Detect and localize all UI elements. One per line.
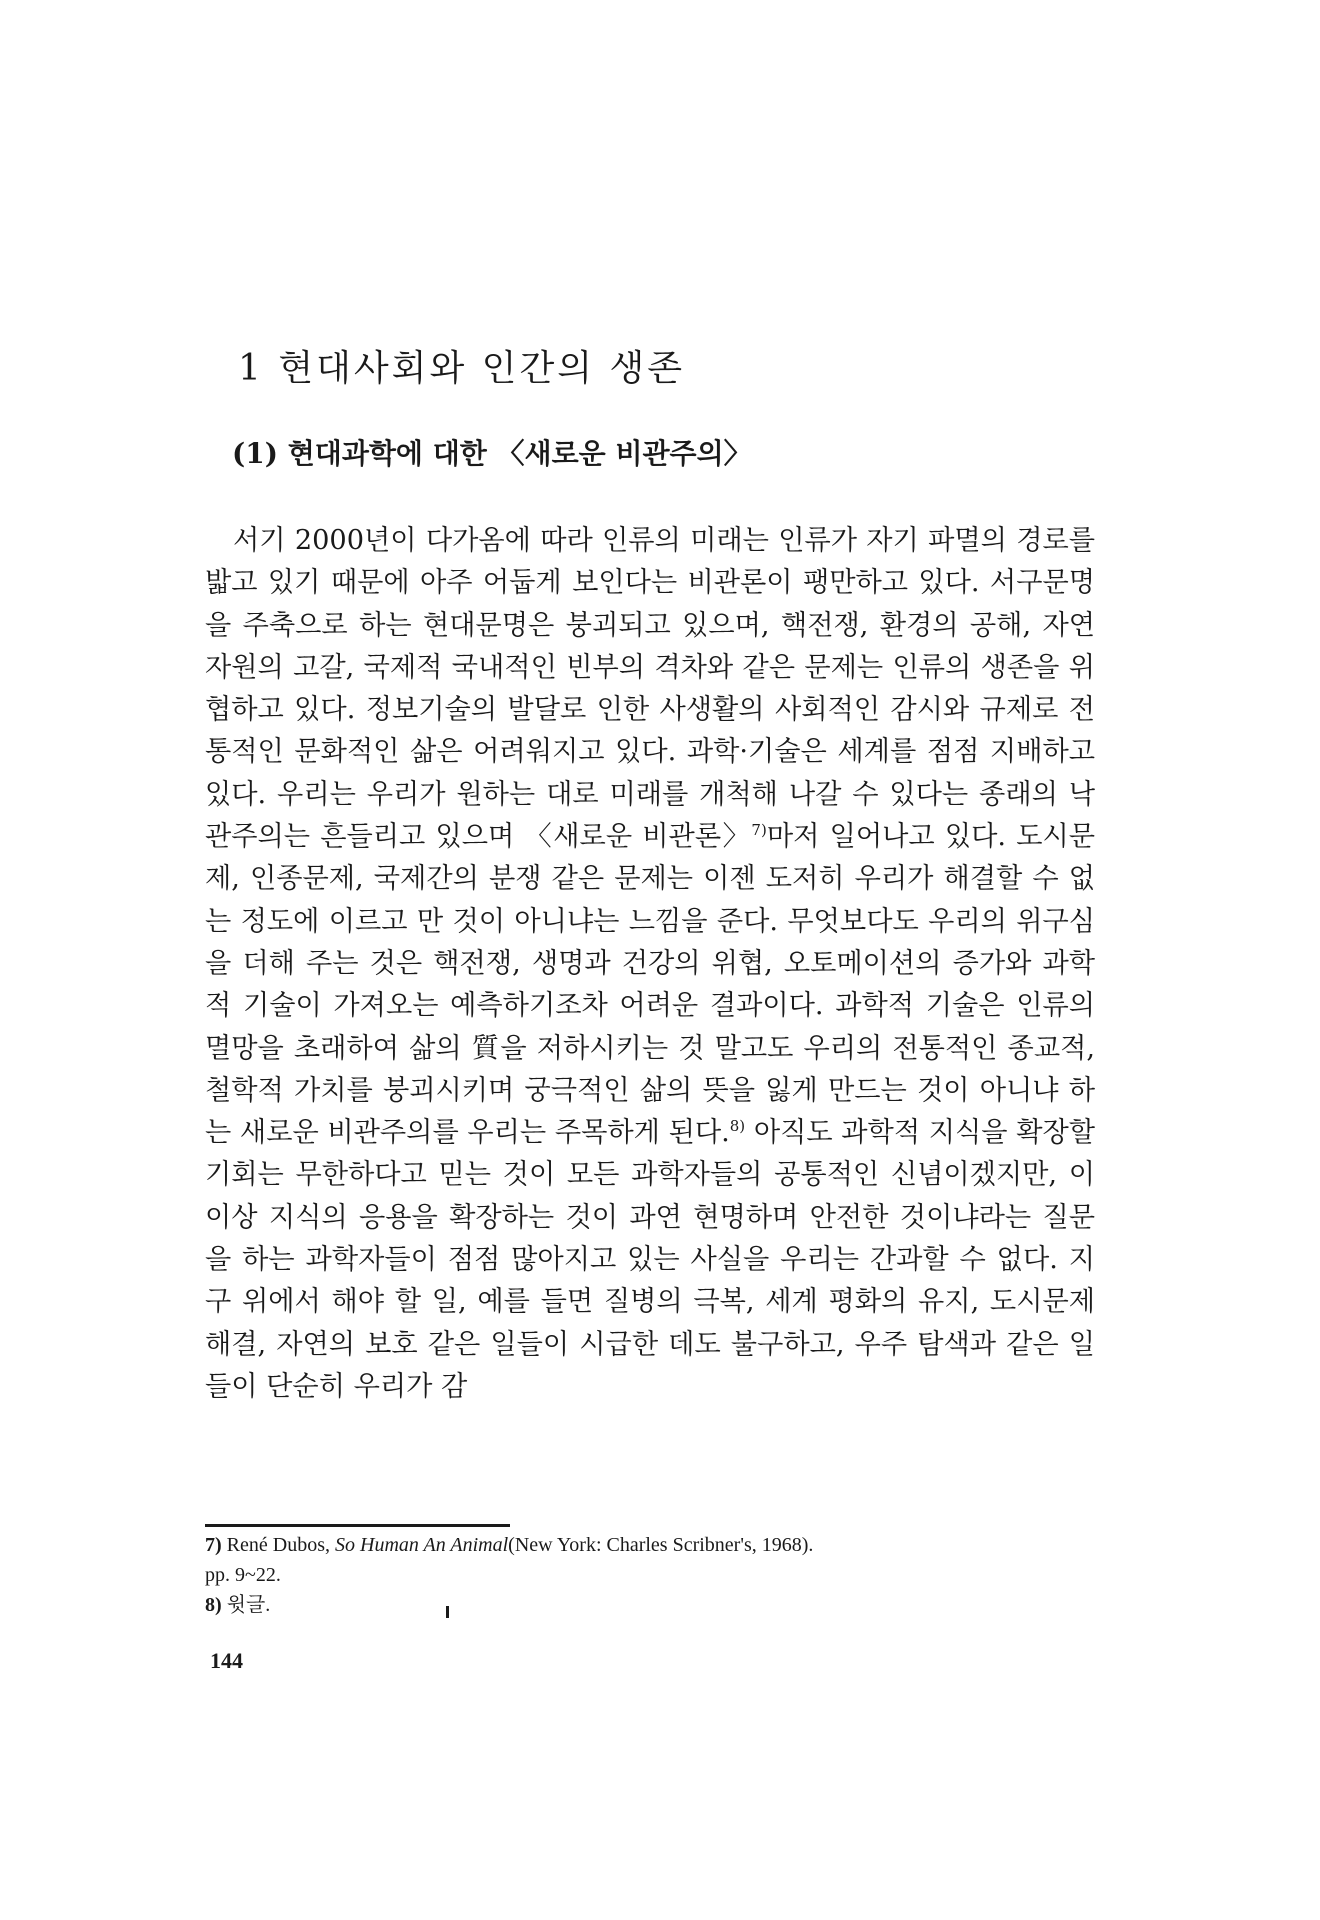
footnote-7-title: So Human An Animal xyxy=(335,1534,509,1556)
footnote-8-text: 윗글. xyxy=(226,1594,271,1616)
body-text-part-2: 마저 일어나고 있다. 도시문제, 인종문제, 국제간의 분쟁 같은 문제는 이젠 도저히 우리가 해결할 수 없는 정도에 이르고 만 것이 아니냐는 느낌을 준다. 무엇보다도 우리의 위구심을 더해 주는 것은 핵전쟁, 생명과 건강의 위협, 오토메이션의 증가와 과학적 기술이 가져오는 예측하기조차 어려운 결과이다. 과학적 기술은 인류의 멸망을 초래하여 삶의 質을 저하시키는 것 말고도 우리의 전통적인 종교적, 철학적 가치를 붕괴시키며 궁극적인 삶의 뜻을 잃게 만드는 것이 아니냐 하는 새로운 비관주의를 우리는 주목하게 된다. xyxy=(205,821,1096,1149)
footnote-divider xyxy=(205,1524,510,1527)
footnote-7-pages: pp. 9~22. xyxy=(205,1564,281,1586)
footnote-8-number: 8) xyxy=(205,1594,222,1616)
footnotes xyxy=(205,1530,1105,1620)
footnote-8 xyxy=(205,1590,1105,1620)
footnote-7 xyxy=(205,1530,1105,1590)
footnote-7-author: René Dubos, xyxy=(226,1534,330,1556)
stray-mark xyxy=(446,1606,449,1618)
body-text-part-3: 아직도 과학적 지식을 확장할 기회는 무한하다고 믿는 것이 모든 과학자들의 공통적인 신념이겠지만, 이 이상 지식의 응용을 확장하는 것이 과연 현명하며 안전한 것이냐라는 질문을 하는 과학자들이 점점 많아지고 있는 사실을 우리는 간과할 수 없다. 지구 위에서 해야 할 일, 예를 들면 질병의 극복, 세계 평화의 유지, 도시문제 해결, 자연의 보호 같은 일들이 시급한 데도 불구하고, 우주 탐색과 같은 일들이 단순히 우리가 감 xyxy=(205,1117,1096,1402)
footnote-7-number: 7) xyxy=(205,1534,222,1556)
section-title: (1) 현대과학에 대한 〈새로운 비관주의〉 xyxy=(232,437,752,470)
footnote-ref-8: 8) xyxy=(729,1117,746,1136)
body-text-part-1: 서기 2000년이 다가옴에 따라 인류의 미래는 인류가 자기 파멸의 경로를 밟고 있기 때문에 아주 어둡게 보인다는 비관론이 팽만하고 있다. 서구문명을 주축으로 하는 현대문명은 붕괴되고 있으며, 핵전쟁, 환경의 공해, 자연자원의 고갈, 국제적 국내적인 빈부의 격차와 같은 문제는 인류의 생존을 위협하고 있다. 정보기술의 발달로 인한 사생활의 사회적인 감시와 규제로 전통적인 문화적인 삶은 어려워지고 있다. 과학·기술은 세계를 점점 지배하고 있다. 우리는 우리가 원하는 대로 미래를 개척해 나갈 수 있다는 종래의 낙관주의는 흔들리고 있으며 〈새로운 비관론〉 xyxy=(205,525,1095,853)
chapter-title: 1 현대사회와 인간의 생존 xyxy=(238,348,685,389)
footnote-ref-7: 7) xyxy=(751,821,767,840)
footnote-7-publication: (New York: Charles Scribner's, 1968). xyxy=(508,1534,814,1556)
body-paragraph xyxy=(205,520,1095,1408)
page-number: 144 xyxy=(210,1648,243,1673)
